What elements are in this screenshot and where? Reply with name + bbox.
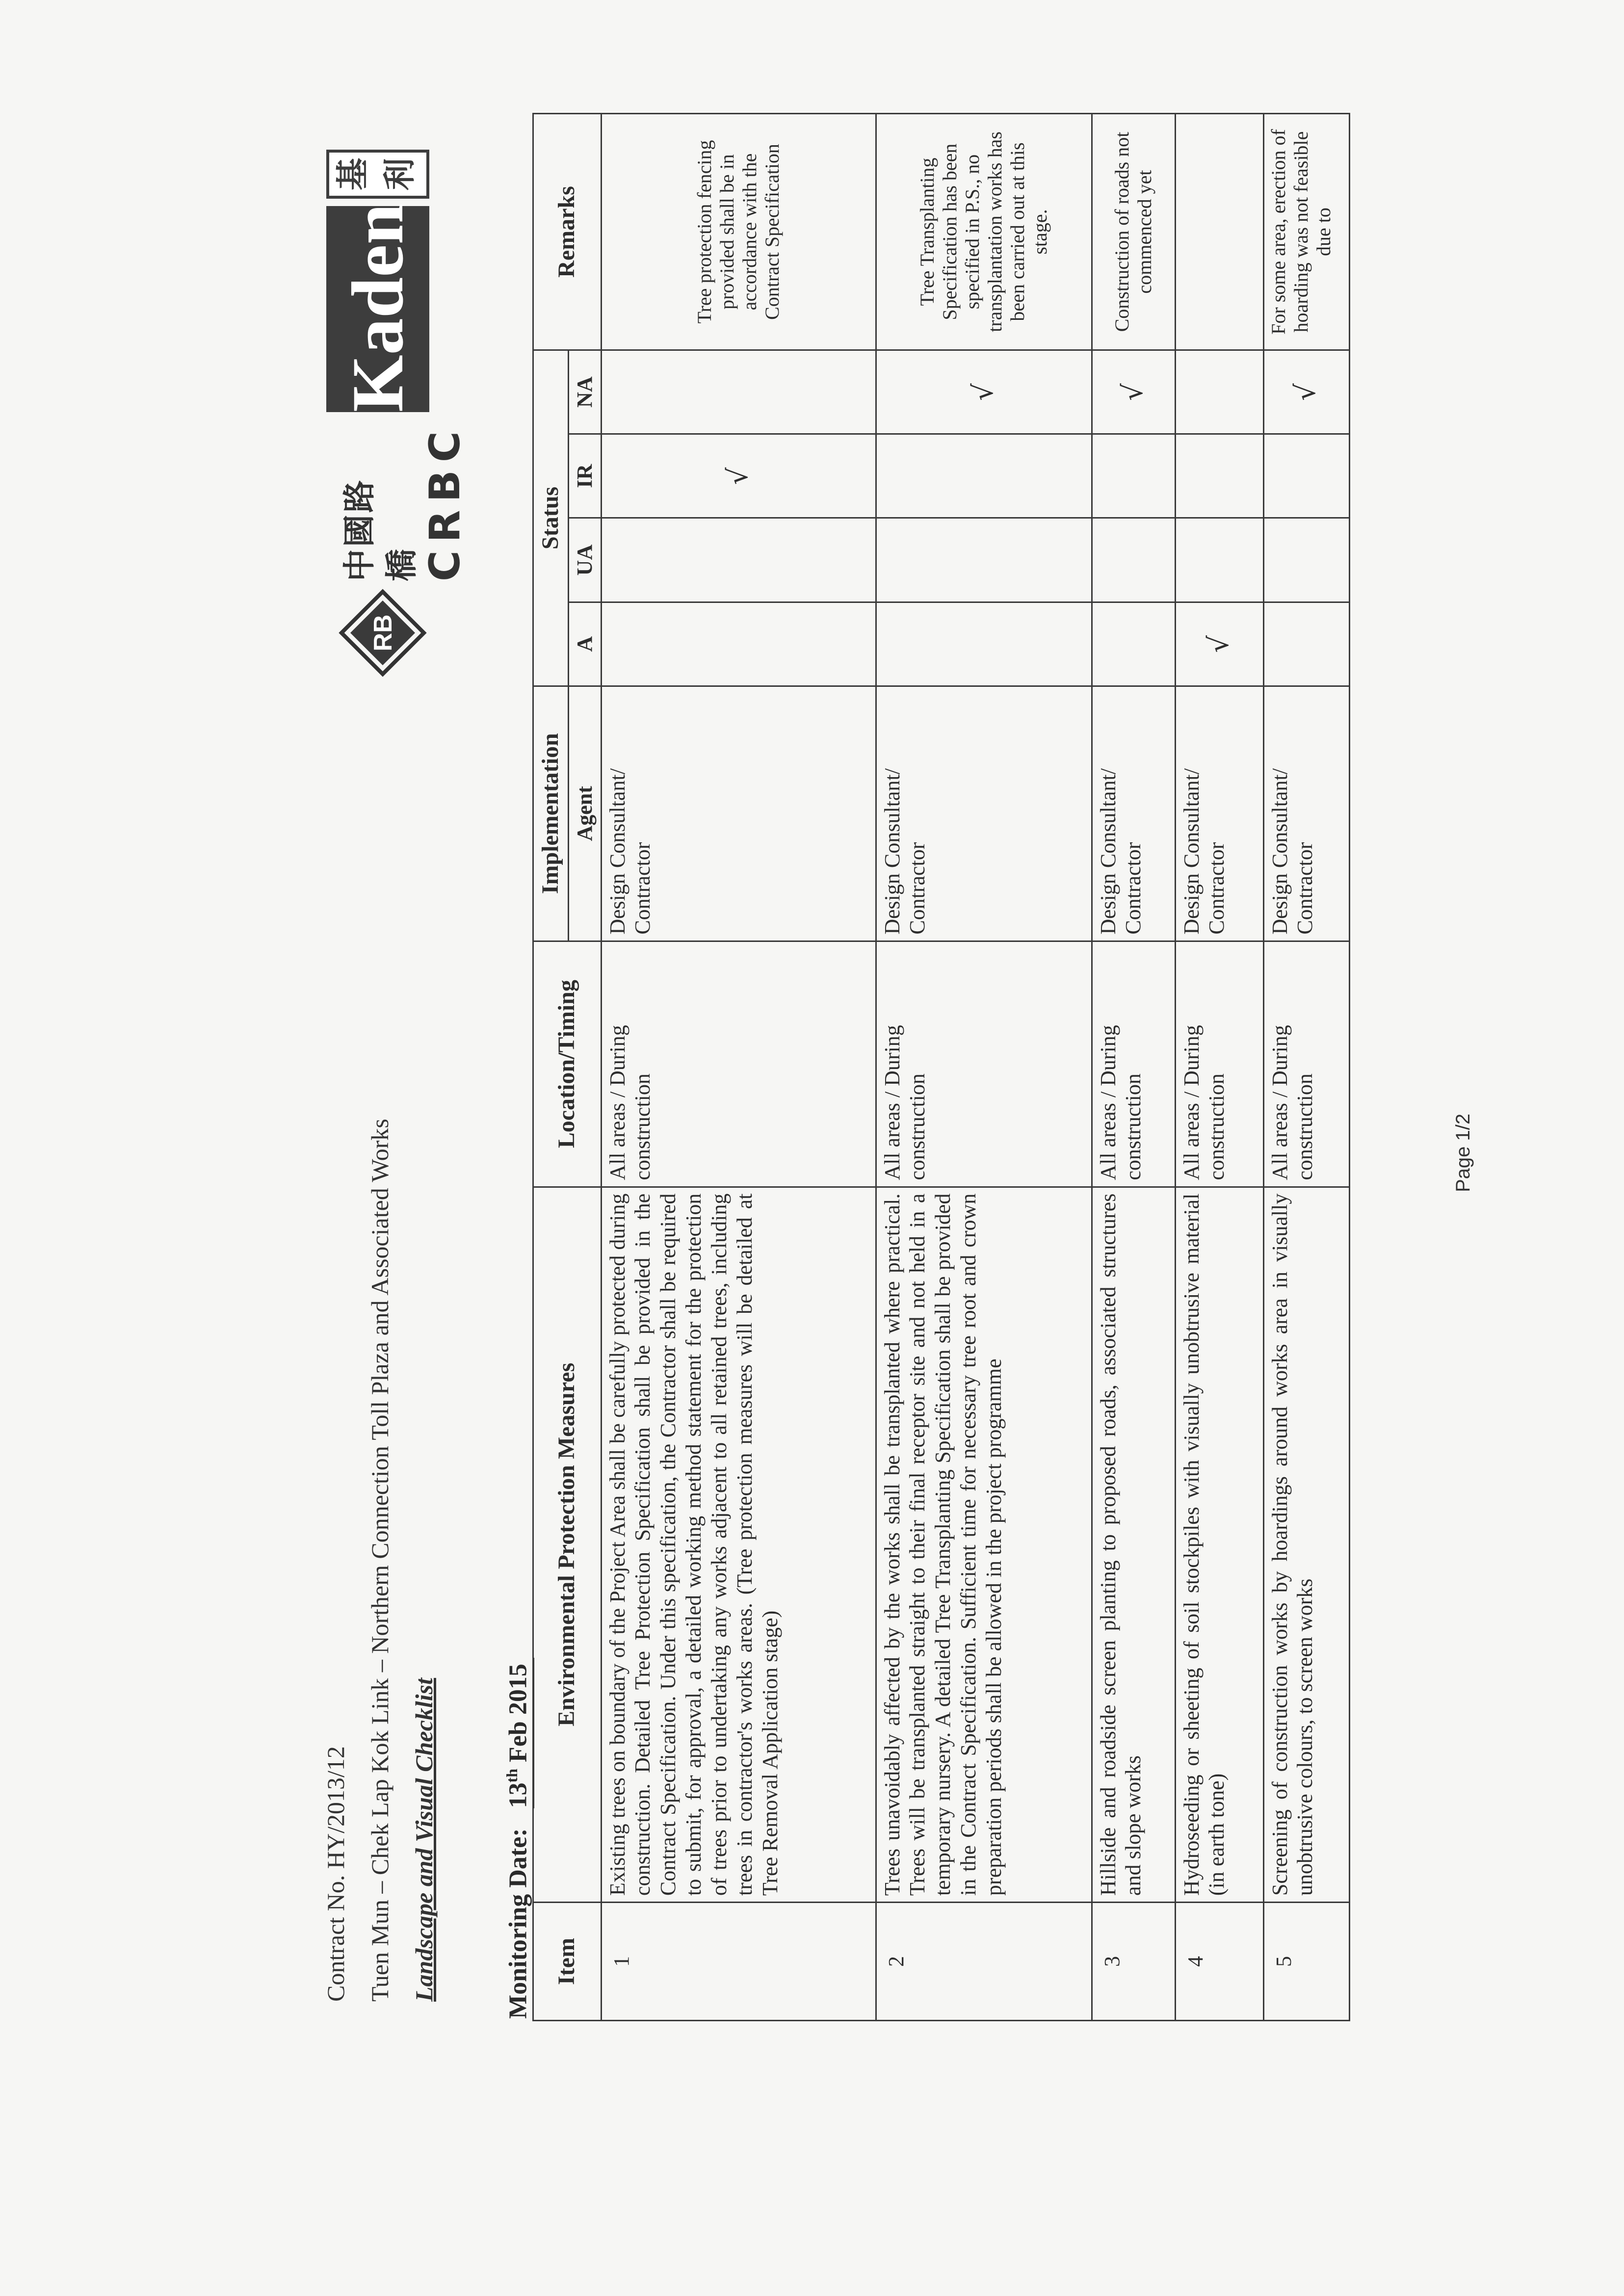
table-row [1175, 114, 1263, 2021]
monitoring-date [503, 1658, 534, 2019]
monitoring-date-value [503, 1658, 534, 1808]
status-na [1175, 350, 1263, 434]
header-status-na: NA [568, 350, 601, 434]
checklist-table [532, 113, 1350, 2021]
kaden-chinese-char-1: 基 [334, 158, 371, 190]
status-ua [876, 518, 1092, 602]
measure-text: Trees unavoidably affected by the works shall be transplanted where practical. Trees will be transplanted straight to their final receptor site and not held in a temporary nursery. A detailed Tree Transplanting Specification shall be provided in the Contract Specification. Sufficient time for necessary tree root and crown preparation periods shall be allowed in the project programme [876, 1187, 1092, 1902]
header-status-a: A [568, 602, 601, 686]
status-ua [1175, 518, 1263, 602]
status-ir [1092, 434, 1175, 518]
status-na: √ [1092, 350, 1175, 434]
header-item: Item [533, 1903, 602, 2021]
measure-text: Hillside and roadside screen planting to proposed roads, associated structures and slope works [1092, 1187, 1175, 1902]
header-measures: Environmental Protection Measures [533, 1187, 602, 1902]
remarks: For some area, erection of hoarding was not feasible due to [1263, 114, 1349, 350]
header-remarks: Remarks [533, 114, 602, 350]
measure-text: Hydroseeding or sheeting of soil stockpiles with visually unobtrusive material (in earth tone) [1175, 1187, 1263, 1902]
status-ir [1263, 434, 1349, 518]
status-ir [1175, 434, 1263, 518]
monitoring-date-label: Monitoring Date: [504, 1828, 532, 2019]
measure-text: Screening of construction works by hoardings around works area in visually unobtrusive colours, to screen works [1263, 1187, 1349, 1902]
page-number: Page 1/2 [1452, 1113, 1474, 1192]
status-ir: √ [601, 434, 876, 518]
measure-text: Existing trees on boundary of the Project Area shall be carefully protected during construction. Detailed Tree Protection Specification shall be provided in the Contract Specification. Under this specification, the Contractor shall be required to submit, for approval, a detailed working method statement for the protection of trees prior to undertaking any works adjacent to all retained trees, including trees in contractor's works areas. (Tree protection measures will be detailed at Tree Removal Application stage) [601, 1187, 876, 1902]
crbc-logo [339, 423, 470, 581]
location-timing: All areas / During construction [1263, 941, 1349, 1187]
rb-logo-text: RB [369, 614, 397, 652]
kaden-chinese-logo [326, 150, 429, 199]
implementation-agent: Design Consultant/ Contractor [1175, 686, 1263, 941]
status-ua [1263, 518, 1349, 602]
table-row [601, 114, 876, 2021]
monitoring-date-day-suffix: th [503, 1769, 521, 1783]
item-number: 3 [1092, 1903, 1175, 2021]
header-agent: Agent [568, 686, 601, 941]
status-na: √ [1263, 350, 1349, 434]
table-row [1263, 114, 1349, 2021]
header-status: Status [533, 350, 569, 686]
item-number: 2 [876, 1903, 1092, 2021]
company-logos [206, 39, 470, 677]
remarks: Construction of roads not commenced yet [1092, 114, 1175, 350]
status-a [876, 602, 1092, 686]
monitoring-date-day: 13 [504, 1782, 532, 1808]
table-header-row [533, 114, 569, 2021]
table-row [876, 114, 1092, 2021]
crbc-chinese-name: 中國路橋 [341, 478, 420, 581]
crbc-english-name: CRBC [420, 423, 470, 581]
item-number: 1 [601, 1903, 876, 2021]
header-status-ua: UA [568, 518, 601, 602]
item-number: 4 [1175, 1903, 1263, 2021]
checklist-title: Landscape and Visual Checklist [410, 1678, 438, 2002]
implementation-agent: Design Consultant/ Contractor [1092, 686, 1175, 941]
header-location: Location/Timing [533, 941, 602, 1187]
kaden-chinese-char-2: 利 [381, 158, 419, 190]
remarks: Tree Transplanting Specification has been specified in P.S., no transplantation works has been carried out at this stage. [876, 114, 1092, 350]
rb-logo-icon [339, 589, 427, 677]
header-implementation: Implementation [533, 686, 569, 941]
status-a [1092, 602, 1175, 686]
location-timing: All areas / During construction [601, 941, 876, 1187]
remarks [1175, 114, 1263, 350]
implementation-agent: Design Consultant/ Contractor [1263, 686, 1349, 941]
implementation-agent: Design Consultant/ Contractor [876, 686, 1092, 941]
status-ir [876, 434, 1092, 518]
monitoring-date-month-year: Feb 2015 [504, 1664, 532, 1763]
status-a [601, 602, 876, 686]
status-ua [601, 518, 876, 602]
implementation-agent: Design Consultant/ Contractor [601, 686, 876, 941]
location-timing: All areas / During construction [1175, 941, 1263, 1187]
table-row [1092, 114, 1175, 2021]
item-number: 5 [1263, 1903, 1349, 2021]
remarks: Tree protection fencing provided shall be in accordance with the Contract Specification [601, 114, 876, 350]
status-na [601, 350, 876, 434]
header-status-ir: IR [568, 434, 601, 518]
status-na: √ [876, 350, 1092, 434]
location-timing: All areas / During construction [876, 941, 1092, 1187]
status-a: √ [1175, 602, 1263, 686]
project-title: Tuen Mun – Chek Lap Kok Link – Northern Connection Toll Plaza and Associated Works [366, 1119, 393, 2002]
kaden-logo: Kaden [326, 206, 429, 412]
location-timing: All areas / During construction [1092, 941, 1175, 1187]
status-ua [1092, 518, 1175, 602]
status-a [1263, 602, 1349, 686]
contract-number: Contract No. HY/2013/12 [322, 1746, 349, 2002]
